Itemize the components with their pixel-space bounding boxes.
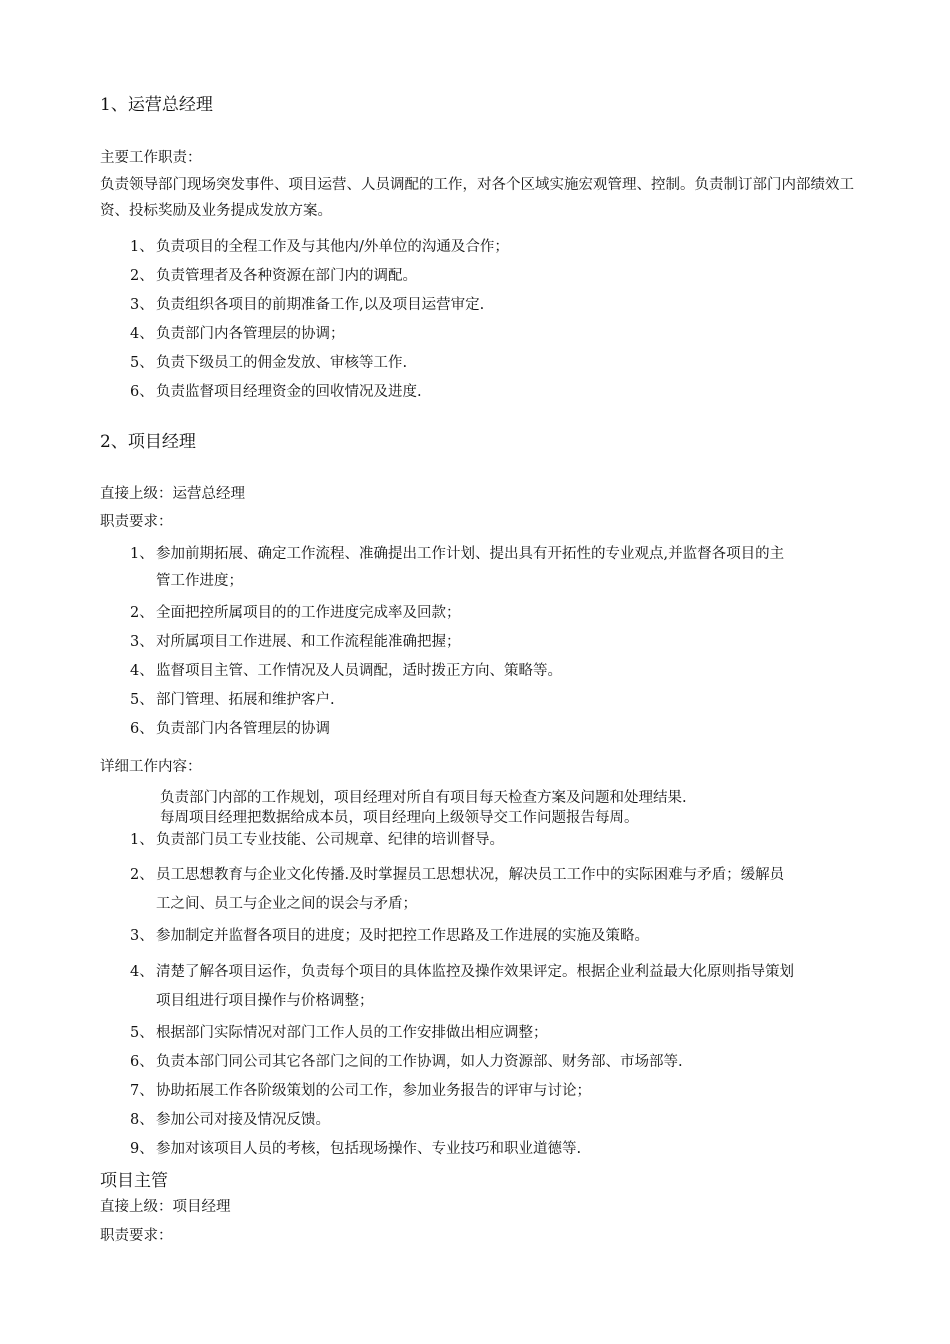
section-1-intro: 负责领导部门现场突发事件、项目运营、人员调配的工作，对各个区域实施宏观管理、控制。负责制订部门内部绩效工资、投标奖励及业务提成发放方案。 [100, 177, 854, 219]
section-2-detail-item: 2、 员工思想教育与企业文化传播.及时掌握员工思想状况，解决员工工作中的实际困难与矛盾；缓解员 [130, 867, 785, 883]
section-2-detail-item: 5、 根据部门实际情况对部门工作人员的工作安排做出相应调整； [130, 1025, 548, 1041]
section-2-req-item: 2、 全面把控所属项目的的工作进度完成率及回款； [130, 605, 461, 621]
section-1-number: 1、 [100, 95, 128, 115]
section-2-detail-item: 8、 参加公司对接及情况反馈。 [130, 1112, 330, 1128]
section-3-heading: 项目主管 [100, 1171, 168, 1191]
section-1-item: 5、 负责下级员工的佣金发放、审核等工作. [130, 355, 408, 371]
section-1-item: 1、 负责项目的全程工作及与其他内/外单位的沟通及合作； [130, 239, 509, 255]
section-2-detail-item: 4、 清楚了解各项目运作，负责每个项目的具体监控及操作效果评定。根据企业利益最大化原则指导策划 [130, 964, 794, 980]
section-2-req-item: 5、 部门管理、拓展和维护客户. [130, 692, 335, 708]
section-2-req-item: 4、 监督项目主管、工作情况及人员调配，适时拨正方向、策略等。 [130, 663, 562, 679]
section-2-detail-item: 6、 负责本部门同公司其它各部门之间的工作协调，如人力资源部、财务部、市场部等. [130, 1054, 683, 1070]
section-1-duty-label: 主要工作职责： [100, 150, 202, 166]
section-2-detail-item-cont: 项目组进行项目操作与价格调整； [156, 993, 374, 1009]
section-1-title: 运营总经理 [127, 95, 213, 115]
section-2-req-item: 6、 负责部门内各管理层的协调 [130, 721, 330, 737]
section-2-detail-label: 详细工作内容： [100, 759, 202, 775]
section-2-req-item: 3、 对所属项目工作进展、和工作流程能准确把握； [130, 634, 461, 650]
section-2-detail-item: 1、 负责部门员工专业技能、公司规章、纪律的培训督导。 [130, 832, 504, 848]
section-1-item: 6、 负责监督项目经理资金的回收情况及进度. [130, 384, 422, 400]
section-2-superior: 直接上级：运营总经理 [100, 486, 245, 502]
section-2-detail-item: 3、 参加制定并监督各项目的进度；及时把控工作思路及工作进展的实施及策略。 [130, 928, 649, 944]
section-2-title: 项目经理 [127, 432, 196, 452]
section-2-req-item-cont: 管工作进度； [156, 573, 243, 589]
section-1-item: 2、 负责管理者及各种资源在部门内的调配。 [130, 268, 417, 284]
section-3-superior: 直接上级：项目经理 [100, 1199, 231, 1215]
section-2-heading [100, 431, 196, 453]
section-1-item: 4、 负责部门内各管理层的协调； [130, 326, 345, 342]
section-2-detail-para-1: 负责部门内部的工作规划，项目经理对所自有项目每天检查方案及问题和处理结果. [160, 790, 687, 806]
section-2-number: 2、 [100, 432, 128, 452]
section-2-detail-item: 9、 参加对该项目人员的考核，包括现场操作、专业技巧和职业道德等. [130, 1141, 582, 1157]
section-2-req-label: 职责要求： [100, 514, 173, 530]
section-2-detail-item-cont: 工之间、员工与企业之间的误会与矛盾； [156, 896, 417, 912]
section-2-detail-item: 7、 协助拓展工作各阶级策划的公司工作，参加业务报告的评审与讨论； [130, 1083, 591, 1099]
section-2-req-item: 1、 参加前期拓展、确定工作流程、准确提出工作计划、提出具有开拓性的专业观点,并监督各项目的主 [130, 546, 785, 562]
section-1-item: 3、 负责组织各项目的前期准备工作,以及项目运营审定. [130, 297, 485, 313]
section-3-req-label: 职责要求： [100, 1228, 173, 1244]
section-1-heading [100, 94, 213, 116]
section-2-detail-para-2: 每周项目经理把数据给成本员，项目经理向上级领导交工作问题报告每周。 [160, 810, 639, 826]
